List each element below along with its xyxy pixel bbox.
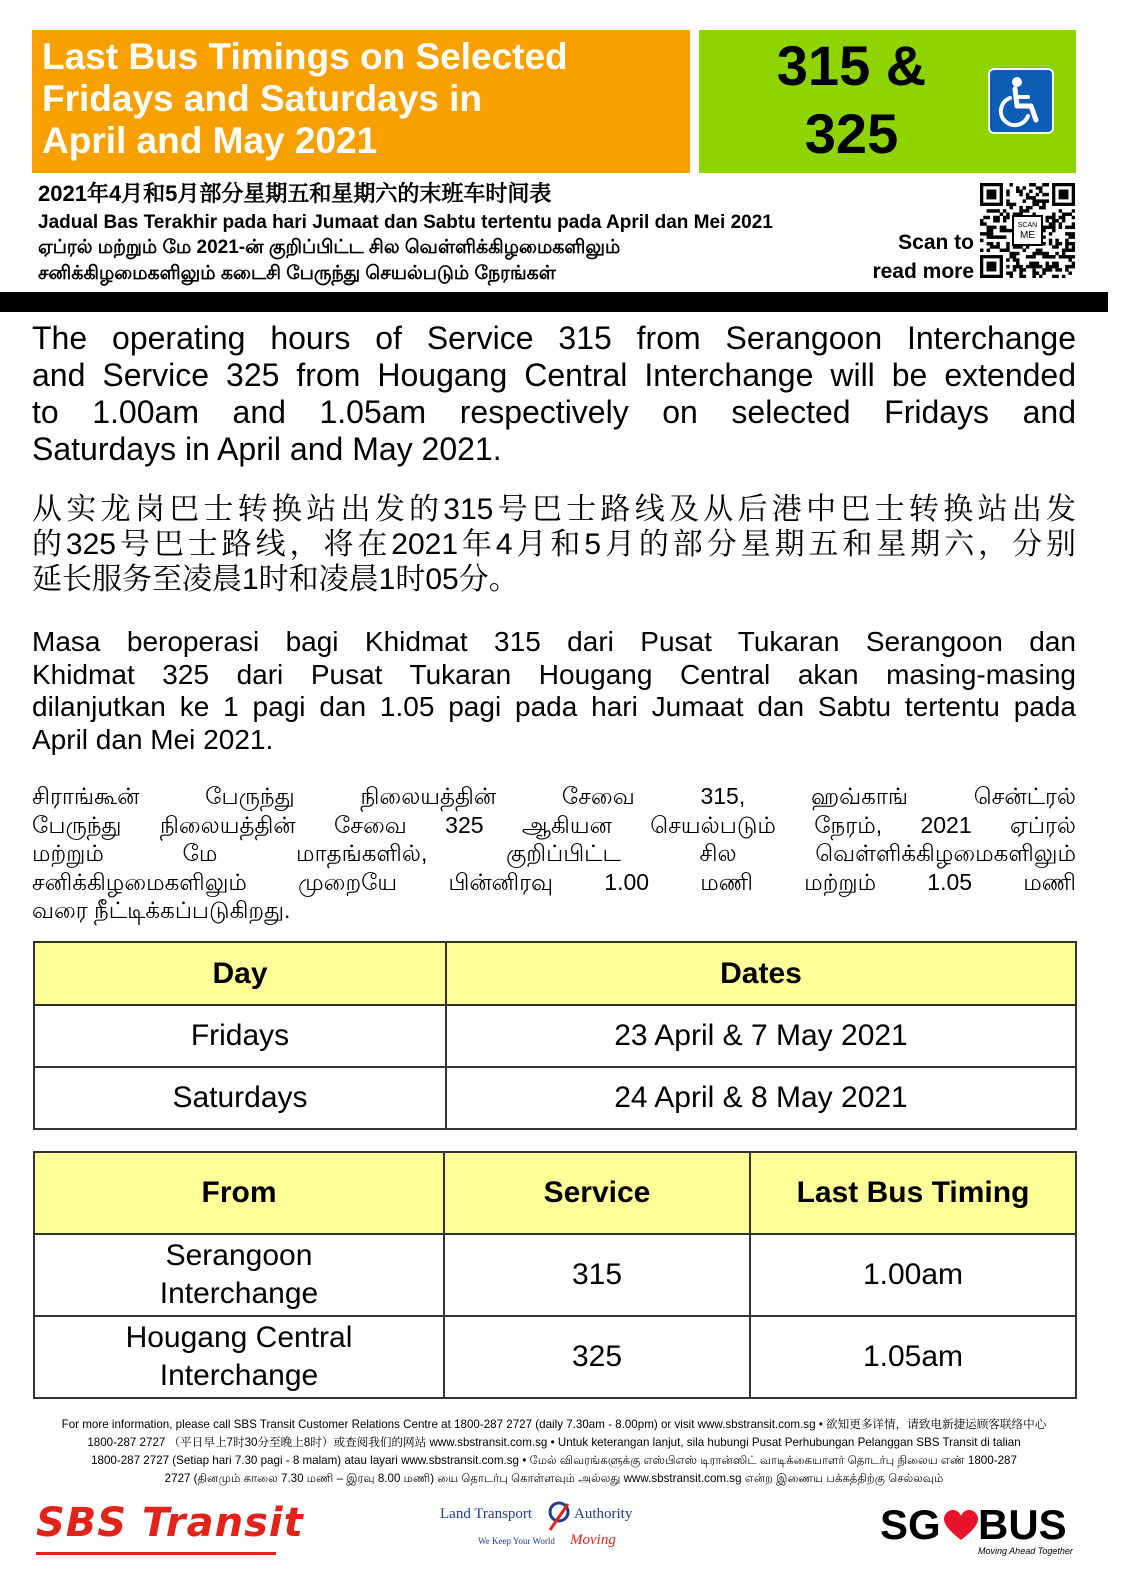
scan-caption-line-2: read more [872,260,974,283]
chinese-line: 延长服务至凌晨1时和凌晨1时05分。 [32,563,519,596]
scan-me-line-1: SCAN [1017,222,1038,229]
footer-contact-info [32,1416,1076,1488]
cell-dates: 24 April & 8 May 2021 [446,1067,1076,1129]
title-line-1: Last Bus Timings on Selected [42,36,568,77]
lta-logo [440,1500,645,1560]
footer-line: 1800-287 2727 （平日早上7时30分至晚上8时）或查阅我们的网站 www.sbstransit.com.sg • Untuk keterangan lanjut, sila hubungi Pusat Perhubungan Pelanggan SBS Transit di talian [87,1436,1021,1449]
scan-caption-line-1: Scan to [898,231,974,254]
service-number-line-2: 325 [804,102,899,165]
english-line: to 1.00am and 1.05am respectively on selected Fridays and [32,394,1076,430]
paragraph-tamil [32,782,1076,925]
scan-me-line-2: ME [1020,230,1035,241]
table-row [34,1005,1076,1067]
lta-logo-left: Land Transport [440,1506,533,1522]
header-last-bus-timing: Last Bus Timing [750,1152,1076,1234]
cell-from [34,1316,444,1398]
sgbus-logo [880,1502,1075,1560]
malay-line: dilanjutkan ke 1 pagi dan 1.05 pagi pada hari Jumaat dan Sabtu tertentu pada [32,691,1076,722]
lta-tagline-script: Moving [570,1532,616,1548]
chinese-line: 从实龙岗巴士转换站出发的315号巴士路线及从后港中巴士转换站出发 [32,493,1076,526]
cell-day: Saturdays [34,1067,446,1129]
chinese-line: 的325号巴士路线，将在2021年4月和5月的部分星期五和星期六，分别 [32,528,1076,561]
subtitle-tamil-2: சனிக்கிழமைகளிலும் கடைசி பேருந்து செயல்படும் நேரங்கள் [38,263,556,284]
paragraph-chinese [32,492,1076,597]
sgbus-logo-right: BUS [978,1501,1067,1548]
cell-from-line: Serangoon [165,1239,313,1272]
cell-from-line: Interchange [159,1359,319,1392]
paragraph-english [32,320,1076,468]
heart-icon [944,1510,978,1542]
sgbus-logo-left: SG [880,1501,941,1548]
header-from: From [34,1152,444,1234]
services-banner [699,30,1076,173]
header-day: Day [34,942,446,1005]
cell-from [34,1234,444,1316]
footer-line: For more information, please call SBS Transit Customer Relations Centre at 1800-287 2727 (daily 7.30am - 8.00pm) or visit www.sbstransit.com.sg • 欲知更多详情，请致电新捷运顾客联络中心 [61,1418,1047,1431]
lta-logo-right: Authority [574,1506,633,1522]
timing-table [33,1151,1077,1399]
wheelchair-icon [988,68,1054,134]
qr-code[interactable] [980,183,1075,278]
cell-from-line: Interchange [159,1277,319,1310]
table-row [34,1316,1076,1398]
table-header-row [34,942,1076,1005]
sbs-transit-logo-text: SBS Transit [36,1500,304,1546]
header-divider [0,292,1108,312]
title-banner [32,30,690,173]
subtitle-tamil-1: ஏப்ரல் மற்றும் மே 2021-ன் குறிப்பிட்ட சில வெள்ளிக்கிழமைகளிலும் [38,237,621,258]
tamil-line: மற்றும் மே மாதங்களில், குறிப்பிட்ட சில வெள்ளிக்கிழமைகளிலும் [32,840,1076,866]
footer-line: 2727 (தினமும் காலை 7.30 மணி – இரவு 8.00 மணி) யை தொடர்பு கொள்ளவும் அல்லது www.sbstransit.com.sg என்ற இணைய பக்கத்திற்கு செல்லவும் [164,1472,944,1485]
scan-caption [858,228,974,286]
sgbus-tagline: Moving Ahead Together [978,1546,1073,1556]
cell-day: Fridays [34,1005,446,1067]
cell-from-line: Hougang Central [125,1321,353,1354]
lta-emblem-icon [542,1500,576,1534]
english-line: The operating hours of Service 315 from Serangoon Interchange [32,320,1076,356]
header-service: Service [444,1152,750,1234]
english-line: Saturdays in April and May 2021. [32,431,502,467]
scan-me-badge [1012,215,1043,246]
subtitle-malay: Jadual Bas Terakhir pada hari Jumaat dan Sabtu tertentu pada April dan Mei 2021 [38,212,773,233]
cell-service: 315 [444,1234,750,1316]
cell-timing: 1.00am [750,1234,1076,1316]
dates-table [33,941,1077,1130]
sbs-transit-logo [36,1500,304,1560]
table-row [34,1067,1076,1129]
malay-line: Masa beroperasi bagi Khidmat 315 dari Pusat Tukaran Serangoon dan [32,626,1076,657]
table-header-row [34,1152,1076,1234]
subtitle-chinese: 2021年4月和5月部分星期五和星期六的末班车时间表 [38,181,552,206]
english-line: and Service 325 from Hougang Central Interchange will be extended [32,357,1076,393]
cell-service: 325 [444,1316,750,1398]
malay-line: Khidmat 325 dari Pusat Tukaran Hougang Central akan masing-masing [32,658,1076,690]
service-number-line-1: 315 & [776,34,927,97]
title-line-3: April and May 2021 [42,120,378,161]
sbs-underline [36,1552,276,1555]
tamil-line: சனிக்கிழமைகளிலும் முறையே பின்னிரவு 1.00 மணி மற்றும் 1.05 மணி [32,868,1076,895]
tamil-line: பேருந்து நிலையத்தின் சேவை 325 ஆகியன செயல்படும் நேரம், 2021 ஏப்ரல் [32,811,1076,838]
tamil-line: சிராங்கூன் பேருந்து நிலையத்தின் சேவை 315, ஹவ்காங் சென்ட்ரல் [32,783,1076,809]
table-row [34,1234,1076,1316]
malay-line: April dan Mei 2021. [32,723,274,755]
footer-line: 1800-287 2727 (Setiap hari 7.30 pagi - 8 malam) atau layari www.sbstransit.com.sg • மேல் விவரங்களுக்கு எஸ்பிஎஸ் டிரான்ஸிட் வாடிக்கையாளர் தொடர்பு நிலைய எண் 1800-287 [91,1454,1017,1467]
title-line-2: Fridays and Saturdays in [42,78,483,119]
lta-tagline: We Keep Your World [478,1536,555,1546]
cell-timing: 1.05am [750,1316,1076,1398]
tamil-line: வரை நீட்டிக்கப்படுகிறது. [32,897,291,923]
header-dates: Dates [446,942,1076,1005]
cell-dates: 23 April & 7 May 2021 [446,1005,1076,1067]
paragraph-malay [32,626,1076,756]
